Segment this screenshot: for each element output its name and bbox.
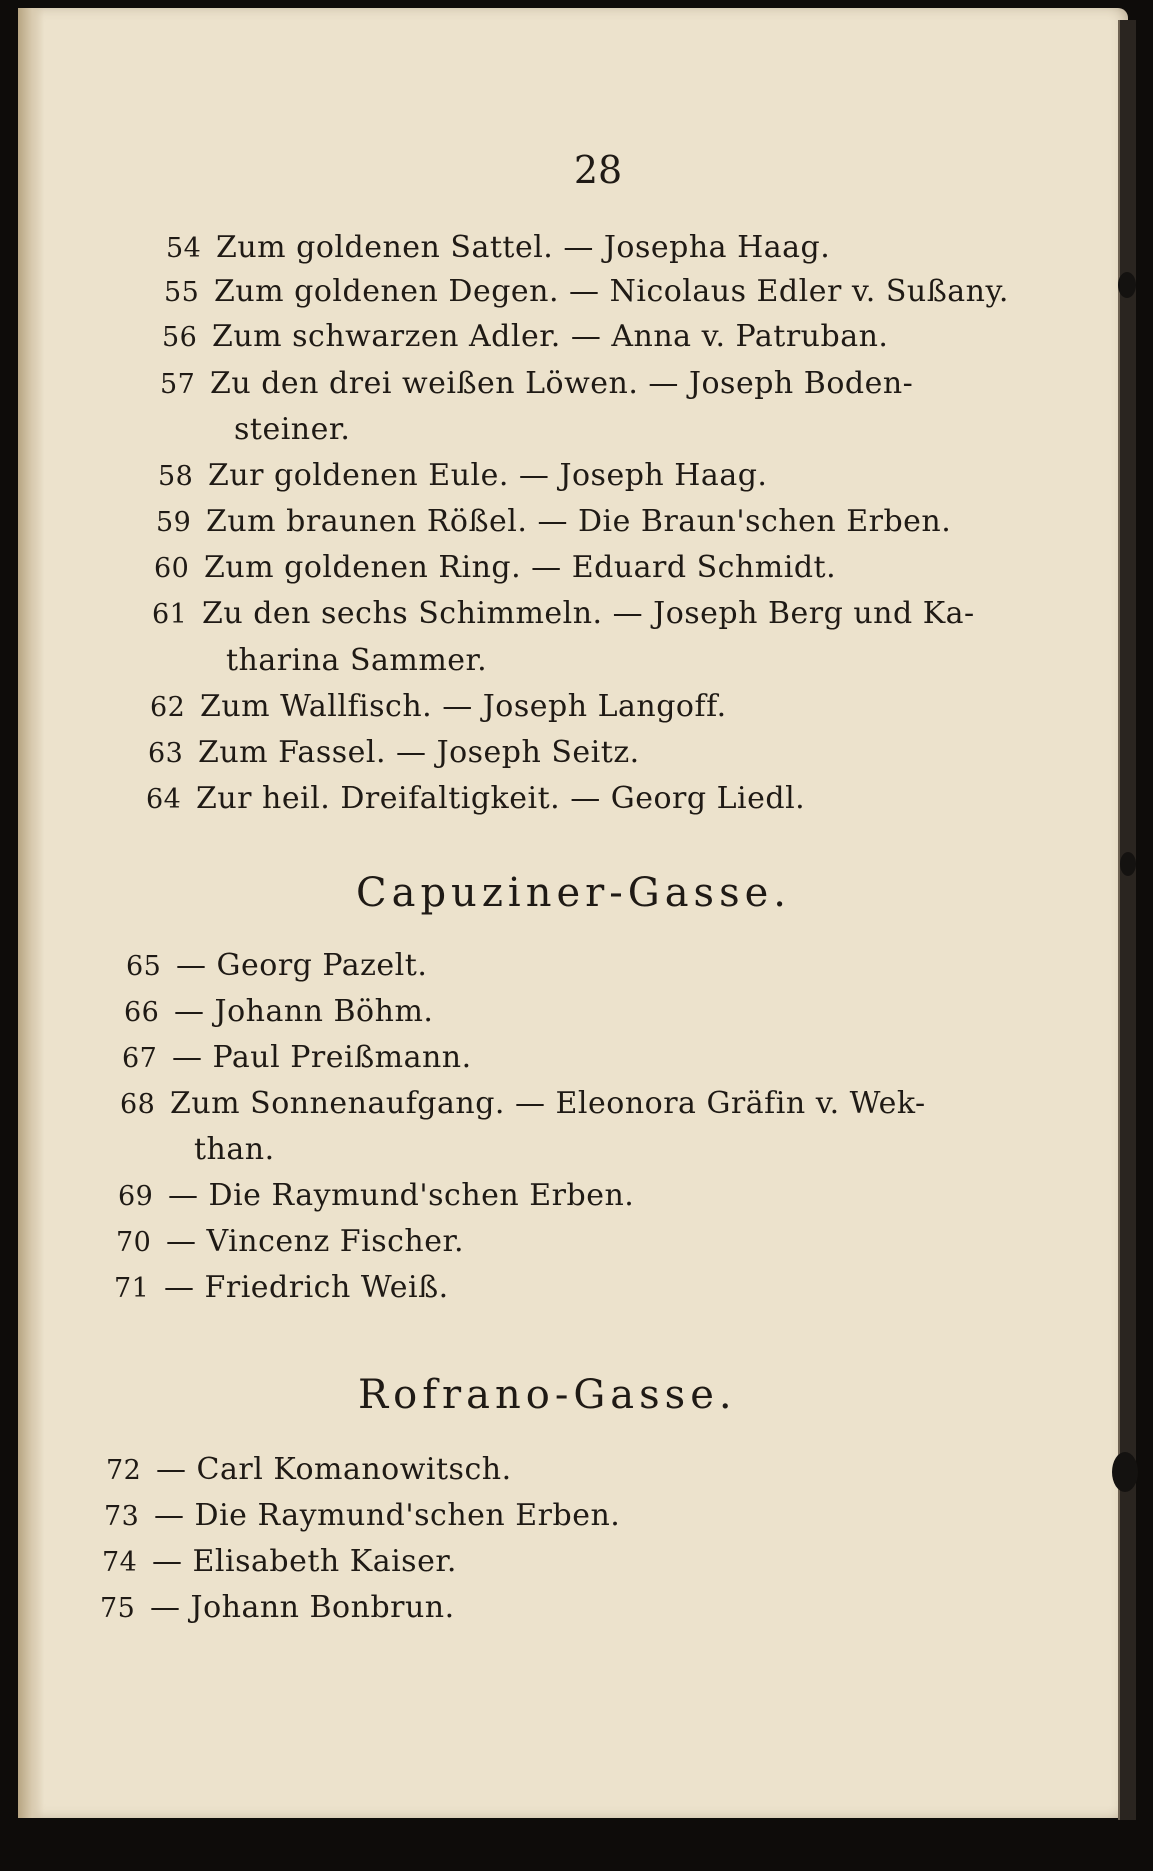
entry-line <box>152 596 975 631</box>
entry-text: Zum Wallfisch. — Joseph Langoff. <box>200 689 727 724</box>
house-number: 64 <box>146 784 182 815</box>
entry-line <box>164 274 1009 309</box>
entry-line <box>102 1544 457 1579</box>
entry-text: than. <box>194 1132 275 1167</box>
ink-blot <box>1120 852 1136 876</box>
entry-line <box>120 1086 926 1121</box>
entry-line <box>150 689 727 724</box>
section-heading-capuziner: Capuziner-Gasse. <box>356 870 791 916</box>
page-number: 28 <box>573 148 623 192</box>
house-number: 65 <box>126 951 162 982</box>
section-heading-rofrano: Rofrano-Gasse. <box>358 1372 737 1418</box>
entry-line <box>148 735 640 770</box>
house-number: 74 <box>102 1547 138 1578</box>
entry-line <box>158 458 767 493</box>
entry-text: Zum goldenen Ring. — Eduard Schmidt. <box>204 550 837 585</box>
entry-line <box>122 1040 472 1075</box>
house-number: 56 <box>162 322 198 353</box>
house-number: 59 <box>156 507 192 538</box>
entry-line <box>126 948 427 983</box>
house-number: 62 <box>150 692 186 723</box>
house-number: 73 <box>104 1501 140 1532</box>
house-number: 54 <box>166 233 202 264</box>
house-number: 61 <box>152 599 188 630</box>
entry-line <box>146 781 805 816</box>
entry-text: Zum Sonnenaufgang. — Eleonora Gräfin v. Wek- <box>170 1086 926 1121</box>
house-number: 70 <box>116 1227 152 1258</box>
entry-text: — Johann Bonbrun. <box>150 1590 455 1625</box>
entry-text: Zu den sechs Schimmeln. — Joseph Berg und Ka- <box>202 596 975 631</box>
entry-line <box>154 550 836 585</box>
house-number: 60 <box>154 553 190 584</box>
house-number: 69 <box>118 1181 154 1212</box>
entry-line <box>118 1178 634 1213</box>
entry-line <box>162 319 888 354</box>
house-number: 67 <box>122 1043 158 1074</box>
house-number: 68 <box>120 1089 156 1120</box>
house-number: 71 <box>114 1273 150 1304</box>
page-text <box>18 8 1128 1818</box>
entry-line <box>104 1498 620 1533</box>
entry-text: Zum goldenen Sattel. — Josepha Haag. <box>216 230 831 265</box>
ink-blot <box>1118 272 1136 298</box>
entry-line <box>156 504 951 539</box>
entry-text: Zur heil. Dreifaltigkeit. — Georg Liedl. <box>196 781 806 816</box>
entry-continuation <box>226 643 487 678</box>
entry-line <box>116 1224 464 1259</box>
entry-line <box>114 1270 449 1305</box>
entry-text: — Vincenz Fischer. <box>166 1224 465 1259</box>
entry-text: Zu den drei weißen Löwen. — Joseph Boden- <box>210 366 914 401</box>
entry-line <box>106 1452 512 1487</box>
house-number: 57 <box>160 369 196 400</box>
entry-text: — Johann Böhm. <box>174 994 434 1029</box>
house-number: 55 <box>164 277 200 308</box>
entry-text: — Friedrich Weiß. <box>164 1270 449 1305</box>
house-number: 72 <box>106 1455 142 1486</box>
entry-continuation <box>234 412 350 447</box>
house-number: 66 <box>124 997 160 1028</box>
entry-text: — Die Raymund'schen Erben. <box>154 1498 621 1533</box>
entry-continuation <box>194 1132 275 1167</box>
entry-text: Zum goldenen Degen. — Nicolaus Edler v. Sußany. <box>214 274 1009 309</box>
entry-text: — Die Raymund'schen Erben. <box>168 1178 635 1213</box>
entry-text: steiner. <box>234 412 351 447</box>
house-number: 63 <box>148 738 184 769</box>
entry-text: — Elisabeth Kaiser. <box>152 1544 457 1579</box>
entry-line <box>160 366 913 401</box>
house-number: 75 <box>100 1593 136 1624</box>
entry-text: — Georg Pazelt. <box>176 948 428 983</box>
entry-line <box>100 1590 455 1625</box>
entry-text: — Paul Preißmann. <box>172 1040 472 1075</box>
entry-line <box>124 994 433 1029</box>
entry-text: tharina Sammer. <box>226 643 488 678</box>
entry-text: Zum Fassel. — Joseph Seitz. <box>198 735 640 770</box>
house-number: 58 <box>158 461 194 492</box>
entry-text: Zum braunen Rößel. — Die Braun'schen Erben. <box>206 504 952 539</box>
paper-page <box>18 8 1128 1818</box>
entry-text: Zum schwarzen Adler. — Anna v. Patruban. <box>212 319 889 354</box>
entry-text: — Carl Komanowitsch. <box>156 1452 512 1487</box>
ink-blot <box>1112 1452 1138 1492</box>
book-gutter <box>18 8 44 1818</box>
entry-text: Zur goldenen Eule. — Joseph Haag. <box>208 458 768 493</box>
entry-line <box>166 230 830 265</box>
